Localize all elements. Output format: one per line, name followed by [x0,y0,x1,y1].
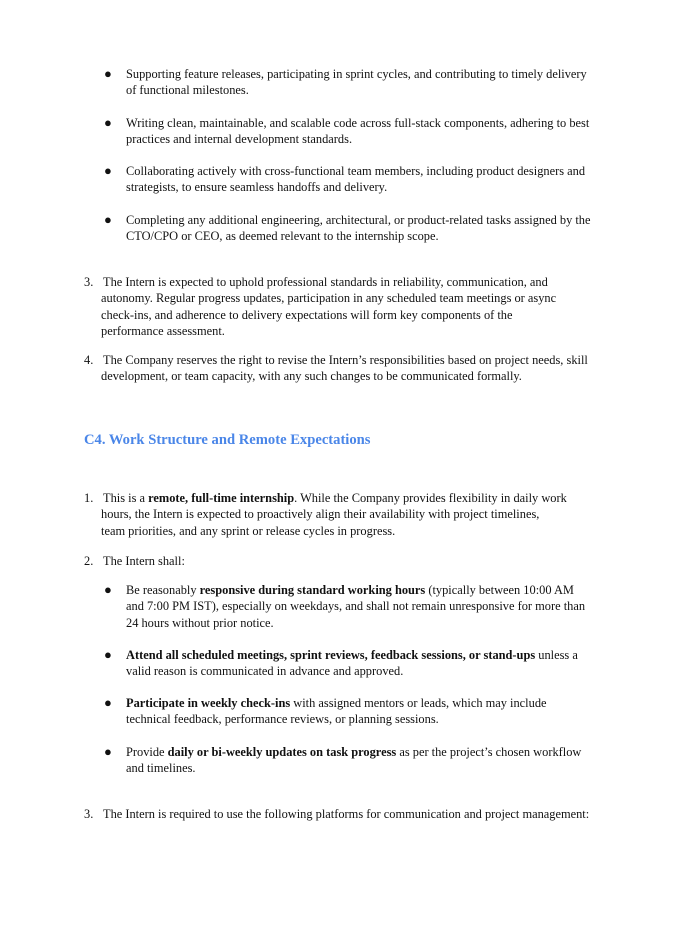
bullet-text-pre: Provide [126,745,168,759]
bullet-marker: ● [104,66,112,81]
item-text-post: . While the Company provides flexibility in daily work [294,491,567,505]
item-line: development, or team capacity, with any such changes to be communicated formally. [101,369,522,384]
bullet-line: technical feedback, performance reviews, or planning sessions. [126,712,439,727]
item-number: 3. [84,807,94,821]
item-text-bold: remote, full-time internship [148,491,295,505]
bullet-line: CTO/CPO or CEO, as deemed relevant to the internship scope. [126,229,439,244]
item-line: autonomy. Regular progress updates, participation in any scheduled team meetings or async [101,291,557,306]
item-line: The Company reserves the right to revise the Intern’s responsibilities based on project needs, skill [103,353,588,367]
numbered-item [84,490,612,539]
item-number: 1. [84,491,94,505]
bullet-line: Completing any additional engineering, architectural, or product-related tasks assigned by the [126,213,591,227]
bullet-marker: ● [104,744,112,759]
bullet-text-post: with assigned mentors or leads, which may include [290,696,547,710]
bullet-line: Supporting feature releases, participating in sprint cycles, and contributing to timely delivery [126,67,587,81]
bullet-line: and timelines. [126,761,196,776]
numbered-item [84,274,612,340]
item-line: The Intern is expected to uphold professional standards in reliability, communication, and [103,275,548,289]
bullet-item [126,66,612,99]
bullet-line: and 7:00 PM IST), especially on weekdays, and shall not remain unresponsive for more than [126,599,586,614]
item-line: The Intern shall: [103,554,185,568]
bullet-text-bold: Participate in weekly check-ins [126,696,291,710]
bullet-line: Collaborating actively with cross-functional team members, including product designers and [126,164,586,178]
bullet-item [126,212,612,245]
numbered-item [84,806,612,822]
bullet-item [126,163,612,196]
bullet-marker: ● [104,115,112,130]
bullet-marker: ● [104,212,112,227]
bullet-item [126,647,612,680]
bullet-text-post: (typically between 10:00 AM [425,583,574,597]
bullet-line: practices and internal development standards. [126,132,353,147]
bullet-text-post: as per the project’s chosen workflow [396,745,582,759]
section-heading: C4. Work Structure and Remote Expectations [84,432,371,448]
bullet-line: strategists, to ensure seamless handoffs and delivery. [126,180,388,195]
bullet-item [126,582,612,631]
bullet-text-pre: Be reasonably [126,583,200,597]
bullet-text-bold: Attend all scheduled meetings, sprint reviews, feedback sessions, or stand-ups [126,648,536,662]
bullet-line: 24 hours without prior notice. [126,615,274,630]
bullet-line: of functional milestones. [126,83,249,98]
item-text-pre: This is a [103,491,149,505]
bullet-line: valid reason is communicated in advance and approved. [126,664,404,679]
numbered-item [84,553,612,569]
numbered-item [84,352,612,385]
bullet-line: Writing clean, maintainable, and scalable code across full-stack components, adhering to best [126,116,590,130]
item-line: check-ins, and adherence to delivery expectations will form key components of the [101,307,513,322]
item-line: team priorities, and any sprint or release cycles in progress. [101,523,396,538]
item-number: 2. [84,554,94,568]
item-line: The Intern is required to use the following platforms for communication and project management: [103,807,590,821]
item-number: 4. [84,353,94,367]
bullet-marker: ● [104,163,112,178]
bullet-text-post: unless a [535,648,578,662]
bullet-marker: ● [104,647,112,662]
bullet-text-bold: responsive during standard working hours [199,583,426,597]
bullet-text-bold: daily or bi-weekly updates on task progress [167,745,397,759]
bullet-item [126,695,612,728]
bullet-marker: ● [104,695,112,710]
bullet-marker: ● [104,582,112,597]
item-number: 3. [84,275,94,289]
bullet-item [126,744,612,777]
item-line: hours, the Intern is expected to proactively align their availability with project timelines, [101,507,540,522]
bullet-item [126,115,612,148]
item-line: performance assessment. [101,324,225,339]
